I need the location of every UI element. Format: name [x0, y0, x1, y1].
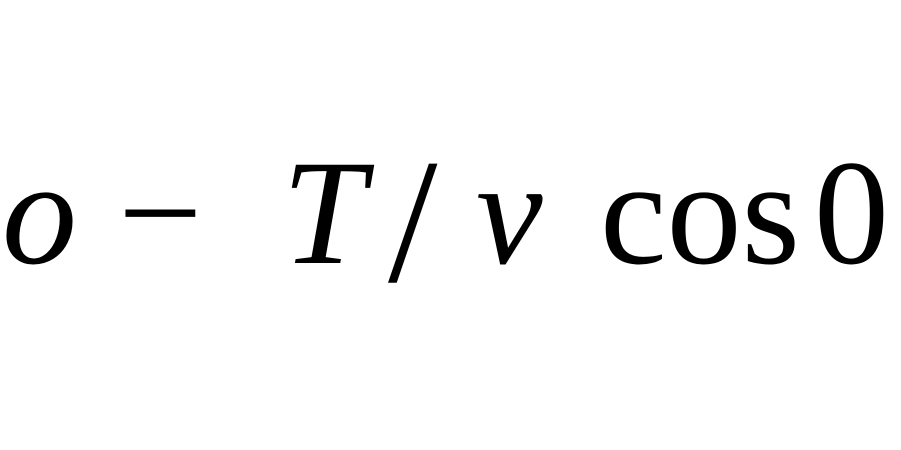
minus-operator: −: [118, 130, 203, 296]
variable-T: T: [282, 130, 366, 296]
cos-function: cos: [600, 130, 800, 296]
math-formula: [0, 122, 901, 320]
variable-o: o: [2, 130, 77, 296]
division-slash: /: [388, 122, 438, 320]
number-zero: 0: [814, 130, 889, 296]
variable-nu: ν: [476, 130, 543, 296]
